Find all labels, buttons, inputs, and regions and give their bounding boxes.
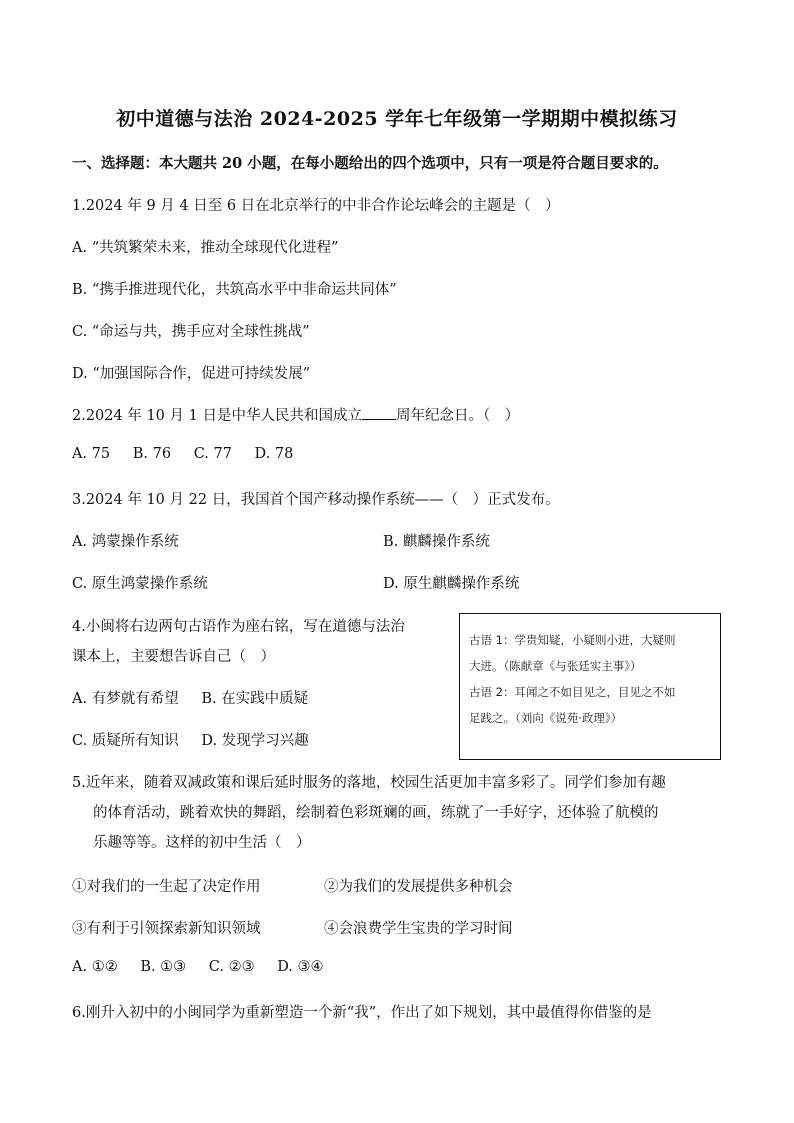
question-2-stem-after: 周年纪念日。（ ） [395, 408, 520, 424]
question-5-statement-1: ①对我们的一生起了决定作用 [72, 879, 261, 895]
quote-2-line-2: 足践之。（刘向《说苑·政理》） [469, 710, 623, 725]
quote-1-line-1: 古语 1：学贵知疑，小疑则小进，大疑则 [469, 633, 676, 647]
question-2-stem-before: 2.2024 年 10 月 1 日是中华人民共和国成立 [72, 408, 362, 424]
question-2-stem [72, 404, 519, 425]
question-1-option-c: C. “命运与共，携手应对全球性挑战” [72, 324, 310, 340]
question-5-stem-line2: 的体育活动，跳着欢快的舞蹈，绘制着色彩斑斓的画，练就了一手好字，还体验了航模的 [93, 805, 659, 821]
question-5-option-d: D. ③④ [277, 959, 324, 975]
question-5-option-c: C. ②③ [208, 959, 255, 975]
question-5-statement-3: ③有利于引领探索新知识领域 [72, 921, 261, 937]
question-2-option-c: C. 77 [193, 446, 232, 462]
question-2-options [72, 446, 293, 462]
quote-1-line-2: 大进。（陈献章《与张廷实主事》） [469, 658, 642, 673]
section-heading: 一、选择题：本大题共 20 小题，在每小题给出的四个选项中，只有一项是符合题目要求的。 [72, 155, 668, 172]
question-2-option-a: A. 75 [72, 446, 111, 462]
question-1-stem: 1.2024 年 9 月 4 日至 6 日在北京举行的中非合作论坛峰会的主题是（ ） [72, 198, 560, 214]
quote-box [459, 613, 721, 760]
question-6-stem: 6.刚升入初中的小闽同学为重新塑造一个新“我”，作出了如下规划，其中最值得你借鉴的是 [72, 1005, 652, 1021]
question-1-option-d: D. “加强国际合作，促进可持续发展” [72, 366, 311, 382]
question-3-option-a: A. 鸿蒙操作系统 [72, 534, 179, 550]
question-5-statement-2: ②为我们的发展提供多种机会 [324, 879, 513, 895]
question-4-options-row1 [72, 687, 308, 708]
question-3-option-d: D. 原生麒麟操作系统 [383, 576, 520, 592]
question-5-stem-line1: 5.近年来，随着双减政策和课后延时服务的落地，校园生活更加丰富多彩了。同学们参加有趣 [72, 775, 666, 791]
question-4-option-b: B. 在实践中质疑 [201, 691, 309, 707]
question-4-option-a: A. 有梦就有希望 [72, 691, 179, 707]
fill-in-blank [362, 407, 396, 420]
question-5-stem-line3: 乐趣等等。这样的初中生活（ ） [93, 835, 311, 851]
question-3-stem: 3.2024 年 10 月 22 日，我国首个国产移动操作系统——（ ）正式发布。 [72, 492, 560, 508]
question-1-option-a: A. “共筑繁荣未来，推动全球现代化进程” [72, 240, 339, 256]
question-2-option-d: D. 78 [254, 446, 294, 462]
question-4-option-d: D. 发现学习兴趣 [201, 733, 309, 749]
question-4-option-c: C. 质疑所有知识 [72, 733, 179, 749]
question-5-option-b: B. ①③ [140, 959, 187, 975]
question-3-option-b: B. 麒麟操作系统 [383, 534, 490, 550]
question-4-options-row2 [72, 729, 309, 750]
question-4-stem-line1: 4.小闽将右边两句古语作为座右铭，写在道德与法治 [72, 619, 405, 635]
question-5-option-a: A. ①② [72, 959, 118, 975]
question-5-options [72, 959, 324, 975]
question-5-statement-4: ④会浪费学生宝贵的学习时间 [324, 921, 513, 937]
question-1-option-b: B. “携手推进现代化，共筑高水平中非命运共同体” [72, 282, 397, 298]
page-title: 初中道德与法治 2024-2025 学年七年级第一学期期中模拟练习 [116, 108, 678, 130]
quote-2-line-1: 古语 2：耳闻之不如目见之，目见之不如 [469, 684, 676, 699]
question-3-option-c: C. 原生鸿蒙操作系统 [72, 576, 208, 592]
question-2-option-b: B. 76 [132, 446, 172, 462]
question-4-stem-line2: 课本上，主要想告诉自己（ ） [72, 649, 275, 665]
